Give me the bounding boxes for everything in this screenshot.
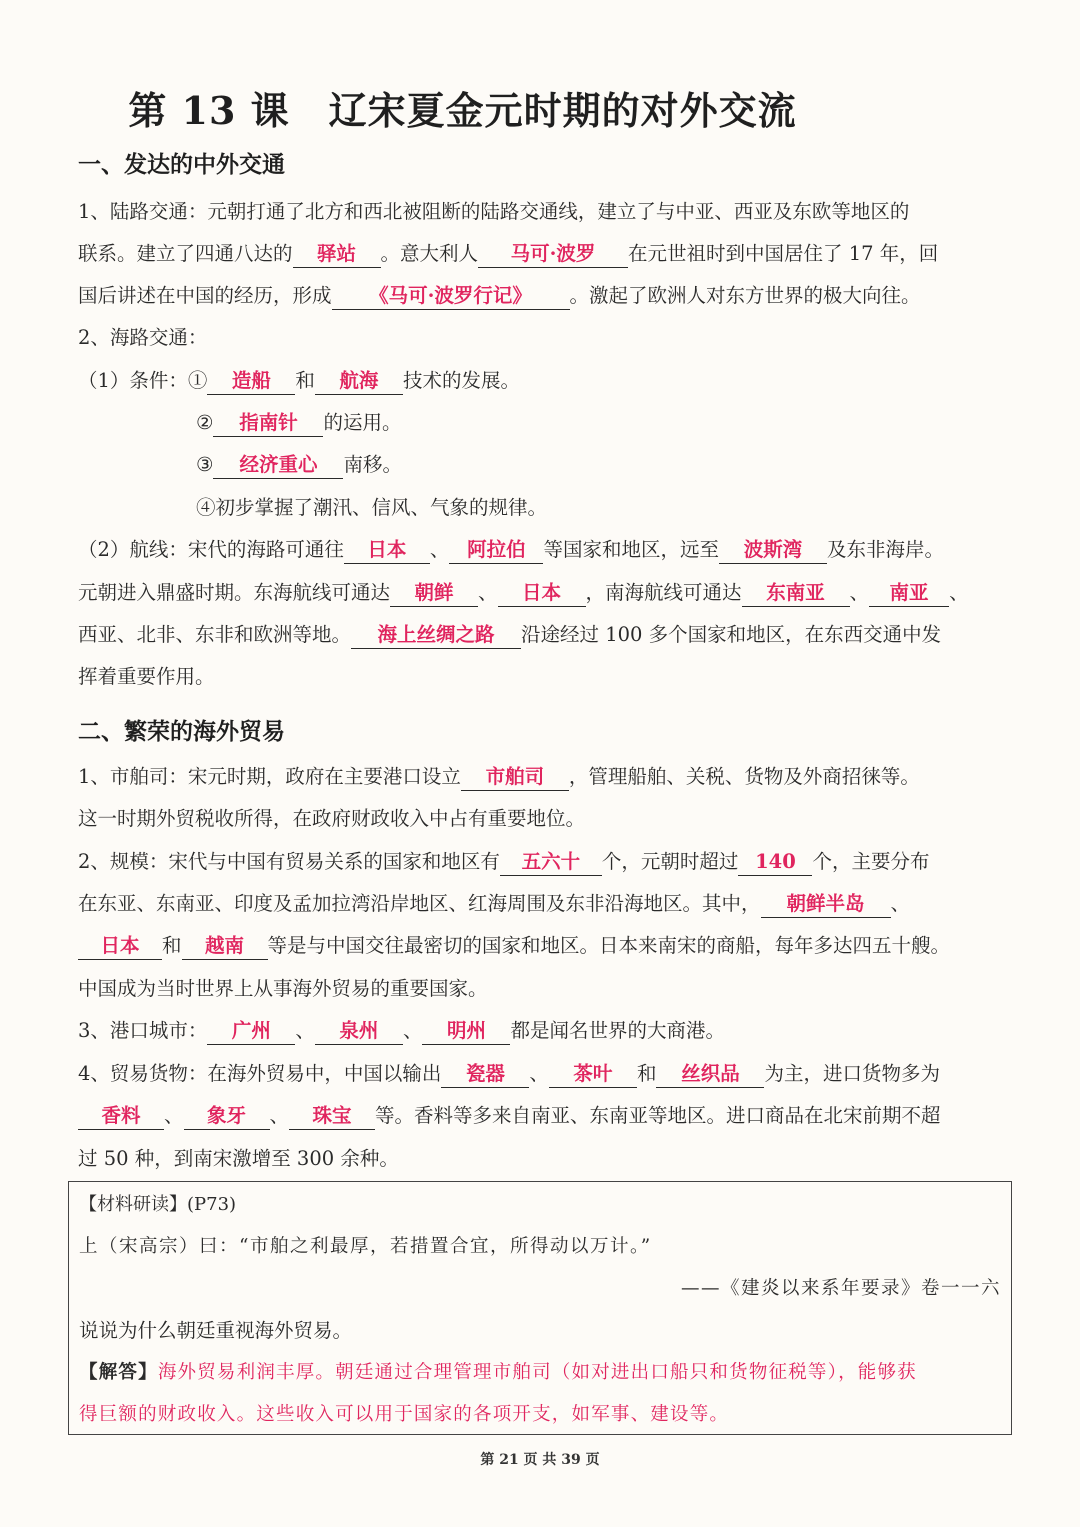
- section-heading-1: 一、发达的中外交通: [78, 152, 285, 178]
- text-line: 1、陆路交通：元朝打通了北方和西北被阻断的陆路交通线，建立了与中亚、西亚及东欧等地区的: [78, 200, 910, 223]
- text-line: 香料 、 象牙 、 珠宝 等。香料等多来自南亚、东南亚等地区。进口商品在北宋前期不超: [78, 1101, 941, 1131]
- answer-blank: 泉州: [315, 1018, 403, 1045]
- answer-blank: 五六十: [500, 849, 602, 876]
- answer-blank: 航海: [315, 368, 403, 395]
- answer-blank: 南亚: [869, 580, 949, 607]
- text-line: 联系。建立了四通八达的 驿站 。意大利人 马可·波罗 在元世祖时到中国居住了 17 年，回: [78, 239, 938, 269]
- answer-blank: 140: [738, 849, 812, 876]
- page-title: 第 13 课 辽宋夏金元时期的对外交流: [128, 88, 797, 133]
- answer-blank: 造船: [207, 368, 295, 395]
- text-line: 1、市舶司：宋元时期，政府在主要港口设立 市舶司 ，管理船舶、关税、货物及外商招徕等。: [78, 762, 920, 792]
- text-line: 这一时期外贸税收所得，在政府财政收入中占有重要地位。: [78, 807, 586, 830]
- answer-blank: 阿拉伯: [449, 537, 543, 564]
- answer-blank: 日本: [78, 933, 162, 960]
- box-source: ——《建炎以来系年要录》卷一一六: [680, 1278, 1001, 1299]
- text-line: 西亚、北非、东非和欧洲等地。 海上丝绸之路 沿途经过 100 多个国家和地区，在东西交通中发: [78, 620, 941, 650]
- text-line: 在东亚、东南亚、印度及孟加拉湾沿岸地区、红海周围及东非沿海地区。其中， 朝鲜半岛 、: [78, 889, 910, 919]
- box-answer-line: 【解答】海外贸易利润丰厚。朝廷通过合理管理市舶司（如对进出口船只和货物征税等），能够获: [79, 1362, 917, 1383]
- box-header: 【材料研读】(P73): [79, 1194, 237, 1215]
- box-answer-line: 得巨额的财政收入。这些收入可以用于国家的各项开支，如军事、建设等。: [79, 1404, 730, 1425]
- text-line: ③ 经济重心 南移。: [196, 450, 402, 480]
- answer-blank: 东南亚: [742, 580, 850, 607]
- answer-blank: 茶叶: [549, 1061, 637, 1088]
- section-heading-2: 二、繁荣的海外贸易: [78, 719, 285, 745]
- text-line: 中国成为当时世界上从事海外贸易的重要国家。: [78, 977, 488, 1000]
- answer-blank: 丝织品: [656, 1061, 764, 1088]
- answer-blank: 马可·波罗: [478, 241, 628, 268]
- text-line: 2、规模：宋代与中国有贸易关系的国家和地区有 五六十 个，元朝时超过 140 个，主要分布: [78, 847, 929, 877]
- answer-blank: 香料: [78, 1103, 164, 1130]
- text-line: 国后讲述在中国的经历，形成 《马可·波罗行记》 。激起了欧洲人对东方世界的极大向往。: [78, 281, 921, 311]
- answer-blank: 驿站: [293, 241, 381, 268]
- box-quote: 上（宋高宗）曰：“市舶之利最厚，若措置合宜，所得动以万计。”: [79, 1236, 652, 1257]
- text-line: 元朝进入鼎盛时期。东海航线可通达 朝鲜 、 日本 ，南海航线可通达 东南亚 、 南亚 、: [78, 578, 969, 608]
- answer-blank: 朝鲜半岛: [761, 891, 891, 918]
- answer-blank: 日本: [498, 580, 586, 607]
- text-line: 日本 和 越南 等是与中国交往最密切的国家和地区。日本来南宋的商船，每年多达四五十艘。: [78, 931, 950, 961]
- answer-label: 【解答】: [79, 1362, 158, 1383]
- box-question: 说说为什么朝廷重视海外贸易。: [79, 1319, 353, 1342]
- text-line: 过 50 种，到南宋激增至 300 余种。: [78, 1147, 399, 1170]
- answer-blank: 经济重心: [213, 452, 343, 479]
- answer-blank: 海上丝绸之路: [351, 622, 521, 649]
- text-line: ② 指南针 的运用。: [196, 408, 402, 438]
- answer-blank: 指南针: [213, 410, 323, 437]
- text-line: 3、港口城市： 广州 、 泉州 、 明州 都是闻名世界的大商港。: [78, 1016, 725, 1046]
- answer-blank: 波斯湾: [719, 537, 827, 564]
- page-number: 第 21 页 共 39 页: [480, 1452, 600, 1468]
- material-reading-box: [68, 1181, 1012, 1435]
- answer-blank: 《马可·波罗行记》: [332, 283, 570, 310]
- answer-blank: 象牙: [184, 1103, 270, 1130]
- answer-blank: 瓷器: [441, 1061, 529, 1088]
- answer-blank: 日本: [344, 537, 430, 564]
- answer-blank: 广州: [207, 1018, 295, 1045]
- answer-blank: 朝鲜: [390, 580, 478, 607]
- answer-blank: 珠宝: [289, 1103, 375, 1130]
- text-line: 4、贸易货物：在海外贸易中，中国以输出 瓷器 、 茶叶 和 丝织品 为主，进口货物多为: [78, 1059, 940, 1089]
- text-line: 挥着重要作用。: [78, 665, 215, 688]
- text-line: 2、海路交通：: [78, 326, 208, 349]
- text-line: ④初步掌握了潮汛、信风、气象的规律。: [196, 496, 548, 519]
- answer-blank: 越南: [182, 933, 268, 960]
- text-line: （2）航线：宋代的海路可通往 日本 、 阿拉伯 等国家和地区，远至 波斯湾 及东非海岸。: [78, 535, 944, 565]
- answer-blank: 市舶司: [461, 764, 569, 791]
- answer-blank: 明州: [422, 1018, 510, 1045]
- text-line: （1）条件：① 造船 和 航海 技术的发展。: [78, 366, 520, 396]
